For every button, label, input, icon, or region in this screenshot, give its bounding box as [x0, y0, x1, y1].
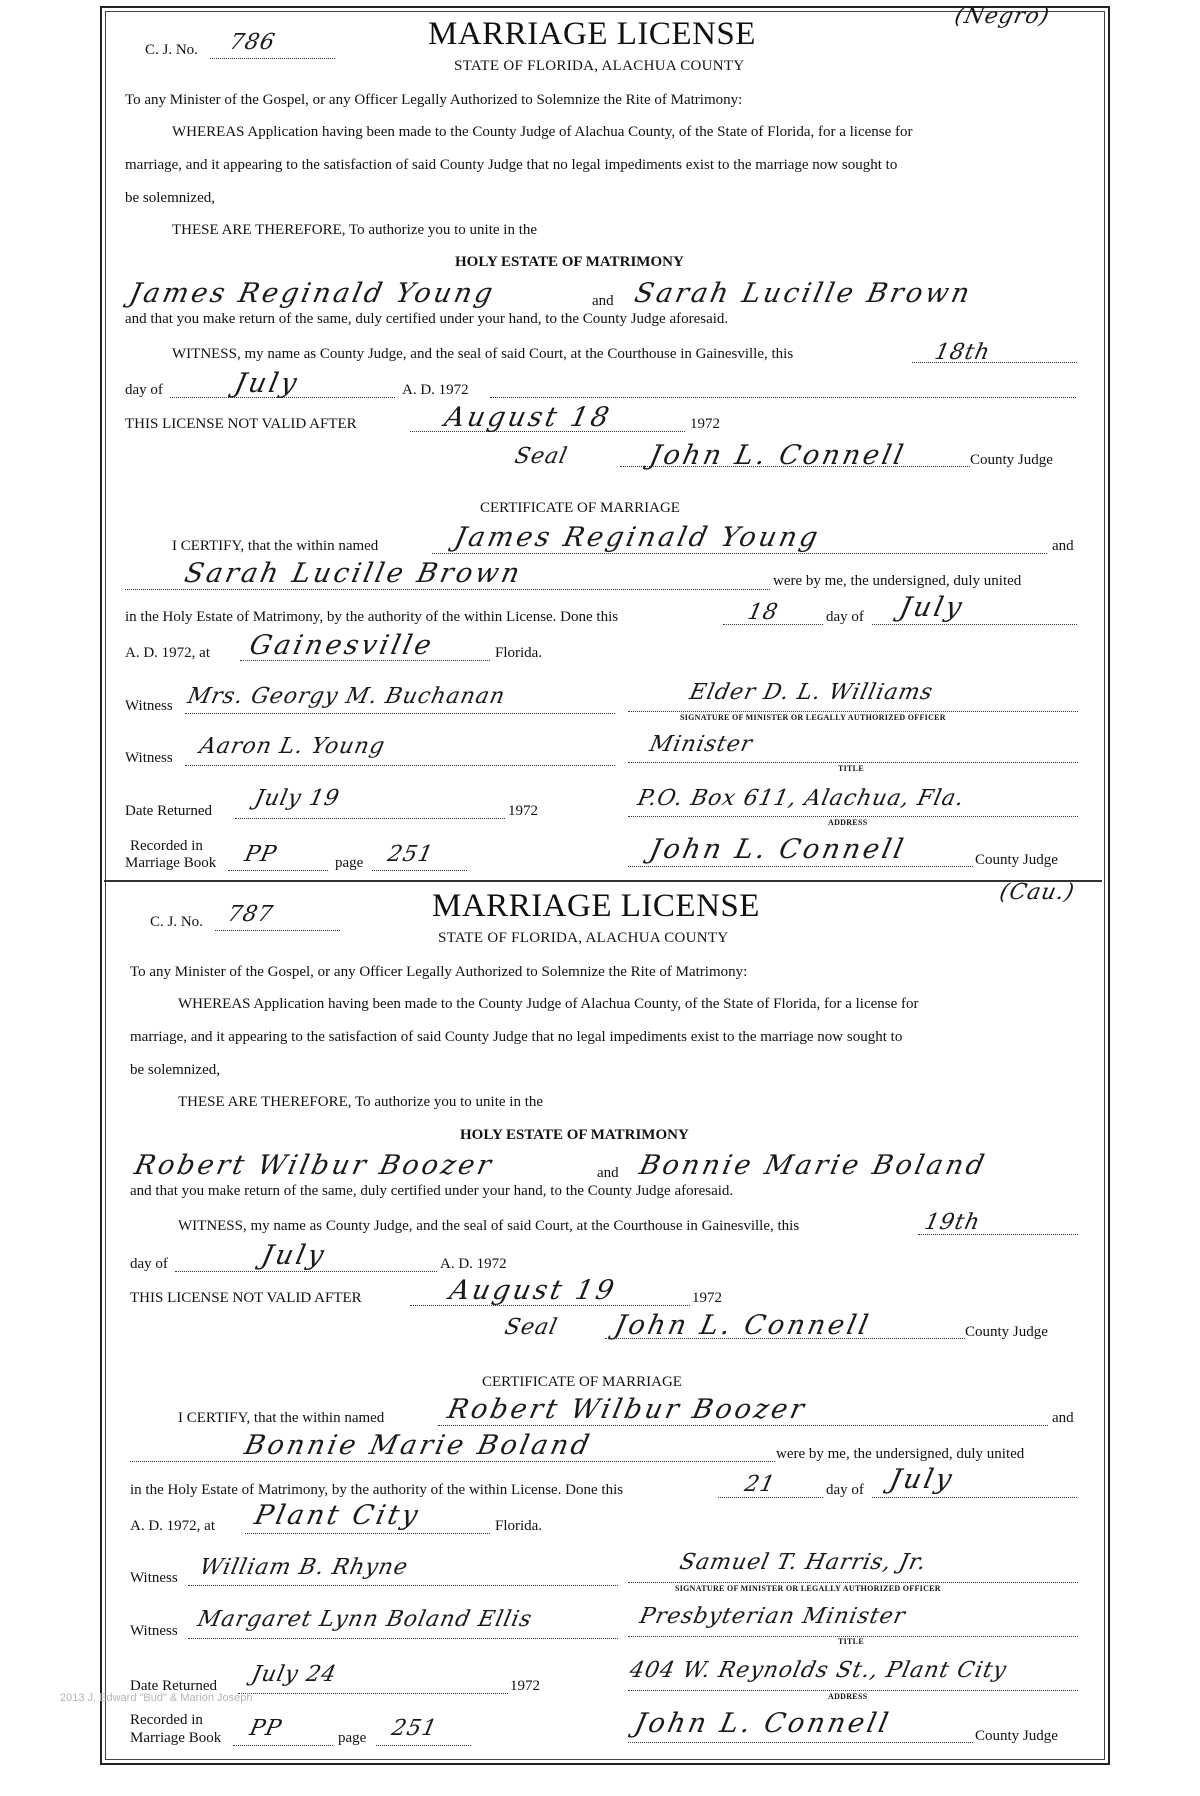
- date-returned-year: 1972: [508, 803, 538, 819]
- holy-line: in the Holy Estate of Matrimony, by the authority of the within License. Done this: [130, 1482, 624, 1498]
- done-month: July: [896, 592, 968, 623]
- day-of-label: day of: [826, 1482, 864, 1498]
- page-number: 251: [385, 842, 436, 867]
- day-of-label: day of: [130, 1256, 168, 1272]
- holy-line: in the Holy Estate of Matrimony, by the authority of the within License. Done this: [125, 609, 619, 625]
- witness-label: Witness: [130, 1570, 178, 1586]
- groom-name: Robert Wilbur Boozer: [131, 1150, 497, 1181]
- united-label: were by me, the undersigned, duly united: [773, 573, 1022, 589]
- spouse-a-name: Robert Wilbur Boozer: [444, 1394, 810, 1425]
- not-valid-label: THIS LICENSE NOT VALID AFTER: [130, 1290, 362, 1306]
- license-subtitle: STATE OF FLORIDA, ALACHUA COUNTY: [454, 58, 745, 74]
- whereas-line: be solemnized,: [125, 190, 215, 206]
- recorded-in-label: Recorded in: [130, 1712, 203, 1728]
- license-day: 19th: [922, 1210, 983, 1235]
- whereas-line: WHEREAS Application having been made to the County Judge of Alachua County, of the State of Florida, for a license for: [178, 996, 919, 1012]
- ad-at-label: A. D. 1972, at: [130, 1518, 215, 1534]
- marriage-place: Plant City: [251, 1500, 424, 1531]
- date-returned: July 19: [252, 786, 343, 811]
- united-label: were by me, the undersigned, duly united: [776, 1446, 1025, 1462]
- signature-caption: SIGNATURE OF MINISTER OR LEGALLY AUTHORIZED OFFICER: [675, 1584, 941, 1593]
- bride-name: Bonnie Marie Boland: [636, 1150, 990, 1181]
- book-letters: PP: [247, 1716, 285, 1741]
- therefore-line: THESE ARE THEREFORE, To authorize you to unite in the: [172, 222, 538, 238]
- license-month: July: [231, 368, 303, 399]
- witness-label: Witness: [130, 1623, 178, 1639]
- and-word: and: [592, 293, 614, 309]
- florida-label: Florida.: [495, 1518, 543, 1534]
- day-of-label: day of: [826, 609, 864, 625]
- date-returned-label: Date Returned: [130, 1678, 218, 1694]
- whereas-line: marriage, and it appearing to the satisfaction of said County Judge that no legal impediments exist to the marriage now sought to: [125, 157, 898, 173]
- cj-number: 787: [225, 902, 276, 927]
- ad-year: A. D. 1972: [440, 1256, 507, 1272]
- date-returned-label: Date Returned: [125, 803, 213, 819]
- book-letters: PP: [242, 842, 280, 867]
- marriage-book-label: Marriage Book: [130, 1730, 222, 1746]
- officer-address: P.O. Box 611, Alachua, Fla.: [635, 786, 967, 811]
- recorded-in-label: Recorded in: [130, 838, 203, 854]
- and-word: and: [597, 1165, 619, 1181]
- officer-signature: Samuel T. Harris, Jr.: [677, 1550, 929, 1575]
- spouse-b-name: Sarah Lucille Brown: [181, 558, 526, 589]
- address-line: To any Minister of the Gospel, or any Officer Legally Authorized to Solemnize the Rite of Matrimony:: [125, 92, 743, 108]
- done-day: 18: [745, 600, 781, 625]
- expiry-year: 1972: [690, 416, 720, 432]
- spouse-b-name: Bonnie Marie Boland: [241, 1430, 595, 1461]
- therefore-line: THESE ARE THEREFORE, To authorize you to unite in the: [178, 1094, 544, 1110]
- whereas-line: WHEREAS Application having been made to the County Judge of Alachua County, of the State of Florida, for a license for: [172, 124, 913, 140]
- address-line: To any Minister of the Gospel, or any Officer Legally Authorized to Solemnize the Rite of Matrimony:: [130, 964, 748, 980]
- witness-two: Margaret Lynn Boland Ellis: [195, 1607, 535, 1632]
- race-note: (Cau.): [997, 880, 1077, 905]
- county-judge-label: County Judge: [970, 452, 1053, 468]
- seal-mark: Seal: [512, 444, 570, 469]
- page-label: page: [335, 855, 364, 871]
- county-judge-label: County Judge: [965, 1324, 1048, 1340]
- done-month: July: [886, 1464, 958, 1495]
- witness-line: WITNESS, my name as County Judge, and the seal of said Court, at the Courthouse in Gainesville, this: [178, 1218, 800, 1234]
- holy-estate-heading: HOLY ESTATE OF MATRIMONY: [460, 1127, 689, 1143]
- expiry-year: 1972: [692, 1290, 722, 1306]
- ad-at-label: A. D. 1972, at: [125, 645, 210, 661]
- day-of-label: day of: [125, 382, 163, 398]
- marriage-book-label: Marriage Book: [125, 855, 217, 871]
- witness-two: Aaron L. Young: [197, 734, 388, 759]
- seal-mark: Seal: [502, 1315, 560, 1340]
- ad-year: A. D. 1972: [402, 382, 469, 398]
- judge-signature: John L. Connell: [646, 440, 909, 471]
- title-caption: TITLE: [838, 1637, 864, 1646]
- expiry-date: August 18: [441, 402, 615, 433]
- signature-caption: SIGNATURE OF MINISTER OR LEGALLY AUTHORIZED OFFICER: [680, 713, 946, 722]
- return-line: and that you make return of the same, duly certified under your hand, to the County Judge aforesaid.: [125, 311, 729, 327]
- witness-label: Witness: [125, 750, 173, 766]
- license-subtitle: STATE OF FLORIDA, ALACHUA COUNTY: [438, 930, 729, 946]
- holy-estate-heading: HOLY ESTATE OF MATRIMONY: [455, 254, 684, 270]
- certify-label: I CERTIFY, that the within named: [172, 538, 379, 554]
- spouse-a-name: James Reginald Young: [451, 522, 824, 553]
- race-note: (Negro): [952, 4, 1052, 29]
- witness-one: Mrs. Georgy M. Buchanan: [185, 684, 508, 709]
- officer-title: Minister: [647, 732, 756, 757]
- certificate-heading: CERTIFICATE OF MARRIAGE: [482, 1374, 682, 1390]
- whereas-line: be solemnized,: [130, 1062, 220, 1078]
- whereas-line: marriage, and it appearing to the satisfaction of said County Judge that no legal impediments exist to the marriage now sought to: [130, 1029, 903, 1045]
- expiry-date: August 19: [446, 1275, 620, 1306]
- license-day: 18th: [932, 340, 993, 365]
- groom-name: James Reginald Young: [126, 278, 499, 309]
- certificate-heading: CERTIFICATE OF MARRIAGE: [480, 500, 680, 516]
- witness-one: William B. Rhyne: [197, 1555, 411, 1580]
- cj-label: C. J. No.: [150, 914, 203, 930]
- officer-signature: Elder D. L. Williams: [687, 680, 936, 705]
- recording-judge-signature: John L. Connell: [631, 1708, 894, 1739]
- copyright-watermark: 2013 J. Edward "Bud" & Marion Joseph: [60, 1692, 253, 1704]
- page-number: 251: [389, 1716, 440, 1741]
- cj-label: C. J. No.: [145, 42, 198, 58]
- title-caption: TITLE: [838, 764, 864, 773]
- bride-name: Sarah Lucille Brown: [631, 278, 976, 309]
- certify-label: I CERTIFY, that the within named: [178, 1410, 385, 1426]
- done-day: 21: [742, 1472, 778, 1497]
- address-caption: ADDRESS: [828, 818, 868, 827]
- page-label: page: [338, 1730, 367, 1746]
- recording-judge-signature: John L. Connell: [646, 834, 909, 865]
- license-title: MARRIAGE LICENSE: [432, 888, 760, 924]
- license-month: July: [258, 1240, 330, 1271]
- date-returned-year: 1972: [510, 1678, 540, 1694]
- county-judge-label: County Judge: [975, 1728, 1058, 1744]
- cj-number: 786: [227, 30, 278, 55]
- marriage-place: Gainesville: [246, 630, 437, 661]
- address-caption: ADDRESS: [828, 1692, 868, 1701]
- return-line: and that you make return of the same, duly certified under your hand, to the County Judge aforesaid.: [130, 1183, 734, 1199]
- and-word: and: [1052, 1410, 1074, 1426]
- witness-label: Witness: [125, 698, 173, 714]
- and-word: and: [1052, 538, 1074, 554]
- county-judge-label: County Judge: [975, 852, 1058, 868]
- florida-label: Florida.: [495, 645, 543, 661]
- license-title: MARRIAGE LICENSE: [428, 16, 756, 52]
- judge-signature: John L. Connell: [611, 1310, 874, 1341]
- not-valid-label: THIS LICENSE NOT VALID AFTER: [125, 416, 357, 432]
- witness-line: WITNESS, my name as County Judge, and the seal of said Court, at the Courthouse in Gainesville, this: [172, 346, 794, 362]
- section-divider: [104, 880, 1102, 882]
- officer-title: Presbyterian Minister: [637, 1604, 908, 1629]
- date-returned: July 24: [249, 1662, 340, 1687]
- officer-address: 404 W. Reynolds St., Plant City: [627, 1658, 1010, 1683]
